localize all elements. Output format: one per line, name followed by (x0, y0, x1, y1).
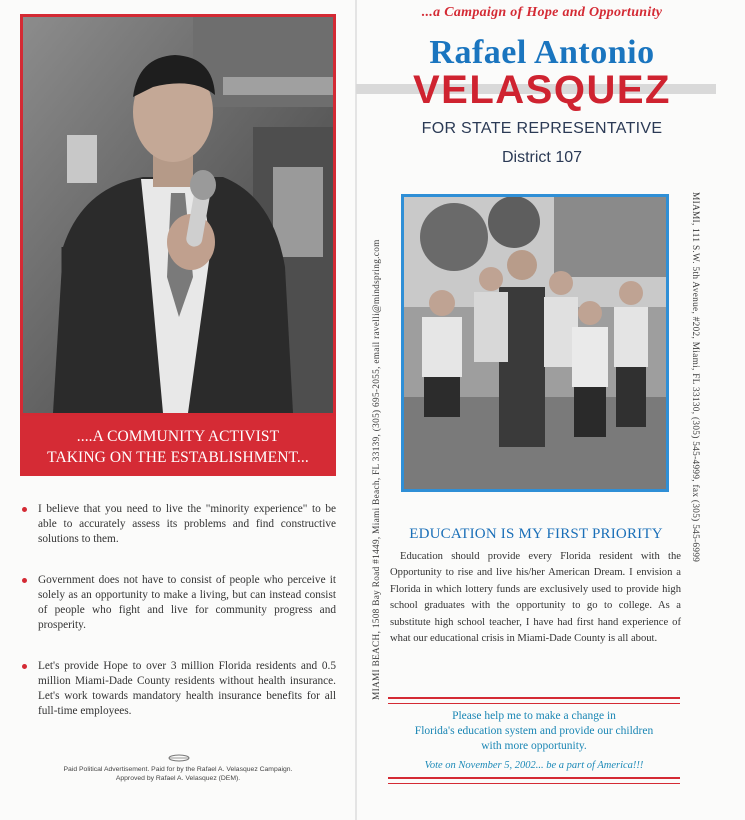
banner-line-2: TAKING ON THE ESTABLISHMENT... (47, 449, 309, 466)
education-heading: EDUCATION IS MY FIRST PRIORITY (409, 526, 663, 542)
appeal-text (390, 709, 678, 754)
disclaimer-line-1: Paid Political Advertisement. Paid for by the Rafael A. Velasquez Campaign. (63, 766, 293, 773)
bullet-item (22, 659, 336, 719)
education-paragraph: Education should provide every Florida resident with the Opportunity to rise and live his/her American Dream. I envision a Florida in which lottery funds are exclusively used to provide high school graduates with the opportunity to go to college. As a substitute high school teacher, I have had first hand experience of what our educational crisis in Miami-Dade County is all about. (390, 551, 681, 645)
candidate-first-name: Rafael Antonio (429, 34, 655, 71)
miami-beach-address: MIAMI BEACH, 1508 Bay Road #1449, Miami Beach, FL 33139, (305) 695-2055, email ravelli@mindspring.com (372, 239, 382, 700)
bullet-item (22, 573, 336, 633)
vote-date-line: Vote on November 5, 2002... be a part of America!!! (424, 760, 644, 771)
appeal-line-1: Please help me to make a change in (452, 710, 616, 722)
district-label: District 107 (501, 149, 583, 166)
bullet-text: Government does not have to consist of people who perceive it solely as an opportunity to make a living, but can instead consist of people who fight and live for community progress and prosperity. (38, 574, 336, 631)
appeal-bottom-rule (388, 777, 680, 784)
bullet-dot-icon (22, 578, 27, 583)
paid-political-disclaimer (20, 765, 336, 783)
candidate-speaking-photo (20, 14, 336, 416)
bullet-dot-icon (22, 507, 27, 512)
bullet-text: I believe that you need to live the "minority experience" to be able to accurately assess its problems and find constructive solutions to them. (38, 503, 336, 545)
campaign-tagline: ...a Campaign of Hope and Opportunity (421, 5, 663, 20)
candidate-last-name: VELASQUEZ (413, 68, 671, 112)
position-bullets (22, 502, 336, 719)
office-title: FOR STATE REPRESENTATIVE (421, 120, 663, 137)
miami-address: MIAMI, 111 S.W. 5th Avenue, #202, Miami, FL 33130, (305) 545-4999, fax (305) 545-6999 (690, 192, 700, 563)
appeal-line-3: with more opportunity. (481, 740, 587, 752)
bullet-text: Let's provide Hope to over 3 million Florida residents and 0.5 million Miami-Dade County residents without health insurance. Let's work towards mandatory health insurance benefits for all full-time employees. (38, 660, 336, 717)
disclaimer-line-2: Approved by Rafael A. Velasquez (DEM). (115, 775, 241, 782)
appeal-top-rule (388, 697, 680, 704)
union-bug-icon (168, 754, 190, 762)
appeal-line-2: Florida's education system and provide our children (414, 725, 654, 737)
fold-line (355, 0, 357, 820)
bullet-dot-icon (22, 664, 27, 669)
activist-banner (20, 416, 336, 476)
bullet-item (22, 502, 336, 547)
banner-line-1: ....A COMMUNITY ACTIVIST (76, 428, 280, 445)
candidate-with-children-photo (401, 194, 669, 492)
